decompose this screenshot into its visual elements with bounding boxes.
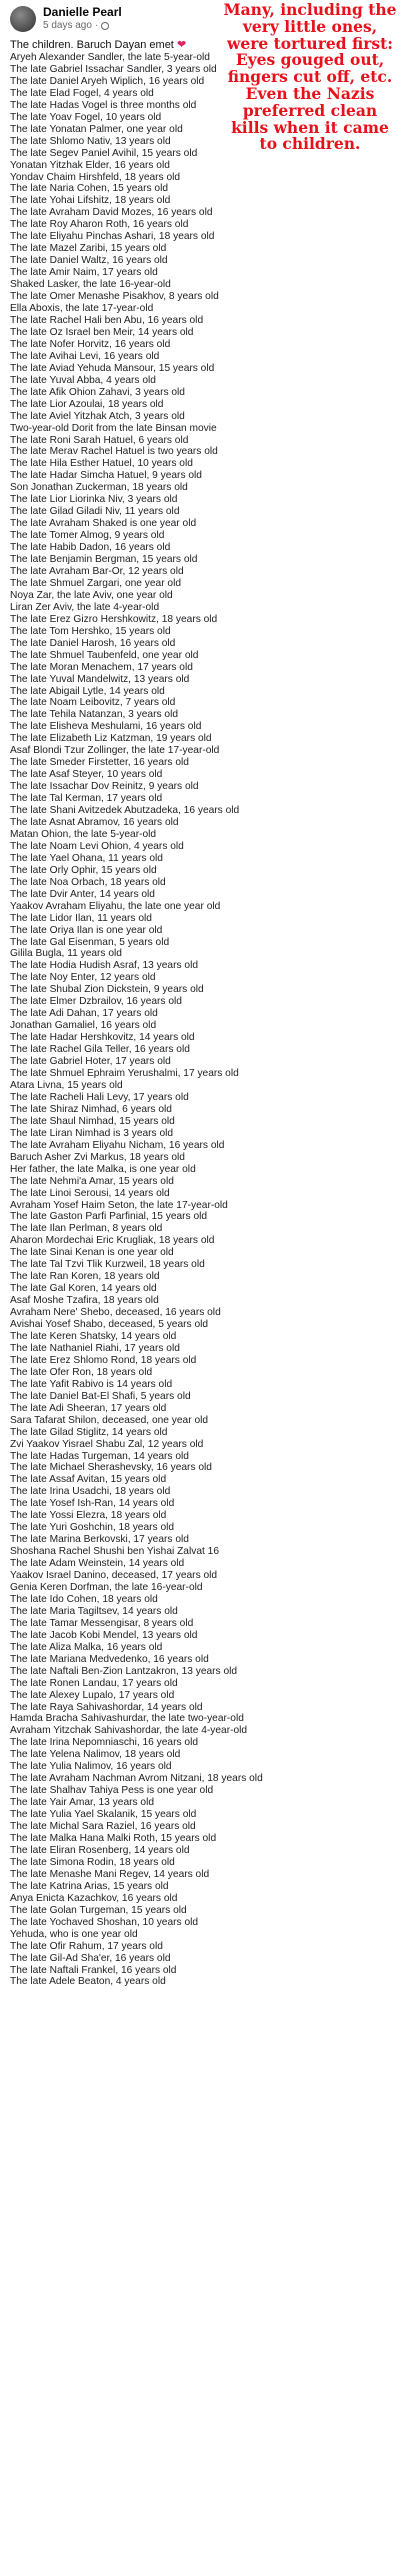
list-item: The late Avraham Bar-Or, 12 years old xyxy=(10,565,184,577)
list-item: The late Ido Cohen, 18 years old xyxy=(10,1593,158,1605)
list-item: The late Assaf Avitan, 15 years old xyxy=(10,1474,167,1486)
list-item: The late Rachel Gila Teller, 16 years old xyxy=(10,1044,190,1056)
list-item: The late Shani Avitzedek Abutzadeka, 16 years old xyxy=(10,805,240,817)
list-item: The late Issachar Dov Reinitz, 9 years old xyxy=(10,781,199,793)
list-item: Zvi Yaakov Yisrael Shabu Zal, 12 years old xyxy=(10,1438,204,1450)
list-item: The late Yosef Ish-Ran, 14 years old xyxy=(10,1498,175,1510)
list-item: The late Yossi Elezra, 18 years old xyxy=(10,1510,167,1522)
avatar[interactable] xyxy=(10,6,36,32)
list-item: The late Golan Turgeman, 15 years old xyxy=(10,1904,187,1916)
list-item: The late Yael Ohana, 11 years old xyxy=(10,852,163,864)
list-item: The late Hila Esther Hatuel, 10 years old xyxy=(10,458,193,470)
list-item: The late Shaul Nimhad, 15 years old xyxy=(10,1115,175,1127)
list-item: The late Amir Naim, 17 years old xyxy=(10,267,158,279)
list-item: The late Naftali Ben-Zion Lantzakron, 13 years old xyxy=(10,1665,238,1677)
list-item: The late Noam Levi Ohion, 4 years old xyxy=(10,840,184,852)
list-item: The late Adi Dahan, 17 years old xyxy=(10,1008,158,1020)
list-item: The late Ran Koren, 18 years old xyxy=(10,1271,160,1283)
list-item: The late Habib Dadon, 16 years old xyxy=(10,542,171,554)
list-item: The late Jacob Kobi Mendel, 13 years old xyxy=(10,1629,198,1641)
list-item: Anya Enicta Kazachkov, 16 years old xyxy=(10,1892,178,1904)
list-item: The late Orly Ophir, 15 years old xyxy=(10,864,157,876)
author-name[interactable]: Danielle Pearl xyxy=(43,5,122,20)
list-item: Genia Keren Dorfman, the late 16-year-old xyxy=(10,1582,203,1593)
list-item: The late Eliyahu Pinchas Ashari, 18 years old xyxy=(10,231,215,243)
list-item: The late Avraham David Mozes, 16 years old xyxy=(10,207,213,219)
list-item: The late Liran Nimhad is 3 years old xyxy=(10,1127,174,1139)
list-item: The late Afik Ohion Zahavi, 3 years old xyxy=(10,386,185,398)
list-item: The late Yafit Rabivo is 14 years old xyxy=(10,1378,173,1390)
list-item: The late Moran Menachem, 17 years old xyxy=(10,661,193,673)
list-item: The late Marina Berkovski, 17 years old xyxy=(10,1534,189,1546)
list-item: Avraham Nere' Shebo, deceased, 16 years old xyxy=(10,1307,221,1319)
list-item: The late Yochaved Shoshan, 10 years old xyxy=(10,1916,199,1928)
list-item: The late Adi Sheeran, 17 years old xyxy=(10,1402,167,1414)
list-item: Aharon Mordechai Eric Krugliak, 18 years old xyxy=(10,1235,215,1247)
list-item: The late Elisheva Meshulami, 16 years old xyxy=(10,721,202,733)
timestamp[interactable]: 5 days ago xyxy=(43,20,92,32)
list-item: The late Shmuel Ephraim Yerushalmi, 17 years old xyxy=(10,1068,239,1080)
list-item: The late Ofer Ron, 18 years old xyxy=(10,1366,153,1378)
list-item: The late Linoi Serousi, 14 years old xyxy=(10,1187,170,1199)
list-item: The late Racheli Hali Levy, 17 years old xyxy=(10,1091,189,1103)
list-item: Matan Ohion, the late 5-year-old xyxy=(10,828,157,840)
list-item: The late Hadas Turgeman, 14 years old xyxy=(10,1450,189,1462)
list-item: The late Abigail Lytle, 14 years old xyxy=(10,685,165,697)
list-item: Her father, the late Malka, is one year old xyxy=(10,1163,196,1175)
list-item: The late Roy Aharon Roth, 16 years old xyxy=(10,219,189,231)
list-item: The late Ofir Rahum, 17 years old xyxy=(10,1940,163,1952)
list-item: Yonatan Yitzhak Elder, 16 years old xyxy=(10,159,170,171)
list-item: Asaf Moshe Tzafira, 18 years old xyxy=(10,1295,159,1307)
list-item: The late Yohai Lifshitz, 18 years old xyxy=(10,195,171,207)
list-item: The late Elizabeth Liz Katzman, 19 years old xyxy=(10,733,212,745)
list-item: The late Lior Azoulai, 18 years old xyxy=(10,398,164,410)
list-item: The late Aviad Yehuda Mansour, 15 years old xyxy=(10,362,215,374)
list-item: The late Naftali Frankel, 16 years old xyxy=(10,1964,177,1976)
list-item: The late Tal Tzvi Tlik Kurzweil, 18 years old xyxy=(10,1259,205,1271)
list-item: The late Noam Leibovitz, 7 years old xyxy=(10,697,176,709)
list-item: The late Ilan Perlman, 8 years old xyxy=(10,1223,163,1235)
list-item: The late Shalhav Tahiya Pess is one year old xyxy=(10,1785,214,1797)
list-item: The late Yulia Nalimov, 16 years old xyxy=(10,1761,172,1773)
list-item: Avishai Yosef Shabo, deceased, 5 years old xyxy=(10,1319,209,1331)
list-item: The late Noy Enter, 12 years old xyxy=(10,972,156,984)
post-meta xyxy=(43,6,122,31)
list-item: The late Gabriel Issachar Sandler, 3 years old xyxy=(10,63,217,75)
intro-text: The children. Baruch Dayan emet xyxy=(10,39,174,51)
list-item: Shoshana Rachel Shushi ben Yishai Zalvat 16 xyxy=(10,1546,219,1558)
list-item: Son Jonathan Zuckerman, 18 years old xyxy=(10,482,188,494)
list-item: Sara Tafarat Shilon, deceased, one year old xyxy=(10,1414,209,1426)
list-item: The late Avraham Eliyahu Nicham, 16 years old xyxy=(10,1139,225,1151)
list-item: The late Tehila Natanzan, 3 years old xyxy=(10,709,179,721)
list-item: The late Yonatan Palmer, one year old xyxy=(10,123,183,135)
list-item: Shaked Lasker, the late 16-year-old xyxy=(10,279,171,291)
list-item: The late Shmuel Taubenfeld, one year old xyxy=(10,649,199,661)
list-item: The late Tal Kerman, 17 years old xyxy=(10,793,163,805)
list-item: Liran Zer Aviv, the late 4-year-old xyxy=(10,601,160,613)
list-item: Hamda Bracha Sahivashurdar, the late two-year-old xyxy=(10,1713,244,1725)
globe-icon xyxy=(101,22,109,30)
list-item: The late Tamar Messengisar, 8 years old xyxy=(10,1617,194,1629)
list-item: The late Oz Israel ben Meir, 14 years old xyxy=(10,326,194,338)
list-item: The late Yair Amar, 13 years old xyxy=(10,1797,155,1809)
list-item: Avraham Yitzchak Sahivashordar, the late 4-year-old xyxy=(10,1725,248,1737)
list-item: The late Daniel Waltz, 16 years old xyxy=(10,255,168,267)
list-item: Yehuda, who is one year old xyxy=(10,1928,138,1940)
list-item: The late Sinai Kenan is one year old xyxy=(10,1247,174,1259)
list-item: The late Avraham Shaked is one year old xyxy=(10,518,197,530)
list-item: Two-year-old Dorit from the late Binsan movie xyxy=(10,422,217,434)
list-item: The late Yulia Yael Skalanik, 15 years old xyxy=(10,1809,197,1821)
list-item: Aryeh Alexander Sandler, the late 5-year-old xyxy=(10,52,210,63)
list-item: The late Shubal Zion Dickstein, 9 years old xyxy=(10,984,204,996)
list-item: The late Daniel Bat-El Shafi, 5 years old xyxy=(10,1390,191,1402)
list-item: The late Avraham Nachman Avrom Nitzani, 18 years old xyxy=(10,1773,263,1785)
victims-list xyxy=(10,52,391,1988)
list-item: The late Hadas Vogel is three months old xyxy=(10,99,197,111)
list-item: The late Gaston Parfi Parfinial, 15 years old xyxy=(10,1211,208,1223)
list-item: The late Asnat Abramov, 16 years old xyxy=(10,817,179,828)
list-item: The late Noa Orbach, 18 years old xyxy=(10,876,166,888)
list-item: The late Raya Sahivashordar, 14 years old xyxy=(10,1701,203,1713)
list-item: The late Aviel Yitzhak Atch, 3 years old xyxy=(10,410,185,422)
list-item: The late Nathaniel Riahi, 17 years old xyxy=(10,1342,180,1354)
list-item: The late Rachel Hali ben Abu, 16 years old xyxy=(10,314,204,326)
list-item: The late Tomer Almog, 9 years old xyxy=(10,530,165,542)
list-item: The late Keren Shatsky, 14 years old xyxy=(10,1330,177,1342)
list-item: The late Irina Nepomniaschi, 16 years old xyxy=(10,1737,199,1749)
list-item: The late Malka Hana Malki Roth, 15 years old xyxy=(10,1833,217,1845)
overlay-caption: Many, including the very little ones, were tortured first: Eyes gouged out, fingers cut off, etc. Even the Nazis preferred clean kills when it came to children. xyxy=(223,0,397,154)
list-item: The late Michael Sherashevsky, 16 years old xyxy=(10,1462,212,1474)
list-item: The late Tom Hershko, 15 years old xyxy=(10,625,171,637)
heart-icon: ❤ xyxy=(176,39,187,51)
list-item: The late Hadar Hershkovitz, 14 years old xyxy=(10,1032,195,1044)
list-item: Atara Livna, 15 years old xyxy=(10,1079,123,1091)
list-item: The late Gabriel Hoter, 17 years old xyxy=(10,1056,171,1068)
list-item: The late Gal Eisenman, 5 years old xyxy=(10,936,170,948)
list-item: The late Gilad Stiglitz, 14 years old xyxy=(10,1426,168,1438)
list-item: The late Elad Fogel, 4 years old xyxy=(10,87,154,99)
list-item: The late Yuval Abba, 4 years old xyxy=(10,374,156,386)
list-item: The late Yuri Goshchin, 18 years old xyxy=(10,1522,175,1534)
list-item: The late Erez Gizro Hershkowitz, 18 years old xyxy=(10,613,218,625)
list-item: The late Avihai Levi, 16 years old xyxy=(10,350,160,362)
list-item: The late Daniel Harosh, 16 years old xyxy=(10,637,176,649)
list-item: The late Asaf Steyer, 10 years old xyxy=(10,769,163,781)
list-item: The late Dvir Anter, 14 years old xyxy=(10,888,155,900)
list-item: The late Shmuel Zargari, one year old xyxy=(10,577,182,589)
list-item: The late Alexey Lupalo, 17 years old xyxy=(10,1689,175,1701)
list-item: Baruch Asher Zvi Markus, 18 years old xyxy=(10,1151,185,1163)
list-item: Jonathan Gamaliel, 16 years old xyxy=(10,1020,157,1032)
list-item: The late Segev Paniel Avihil, 15 years old xyxy=(10,147,198,159)
list-item: The late Smeder Firstetter, 16 years old xyxy=(10,757,189,769)
list-item: Yondav Chaim Hirshfeld, 18 years old xyxy=(10,171,181,183)
list-item: The late Mariana Medvedenko, 16 years old xyxy=(10,1653,209,1665)
list-item: Noya Zar, the late Aviv, one year old xyxy=(10,589,173,601)
list-item: The late Lior Liorinka Niv, 3 years old xyxy=(10,494,178,506)
list-item: The late Gilad Giladi Niv, 11 years old xyxy=(10,506,180,518)
list-item: Gilila Bugla, 11 years old xyxy=(10,948,122,960)
list-item: The late Roni Sarah Hatuel, 6 years old xyxy=(10,434,189,446)
list-item: The late Omer Menashe Pisakhov, 8 years old xyxy=(10,291,219,303)
timestamp-row: 5 days ago · xyxy=(43,20,122,32)
list-item: The late Lidor Ilan, 11 years old xyxy=(10,912,152,924)
list-item: The late Nofer Horvitz, 16 years old xyxy=(10,338,171,350)
list-item: The late Yoav Fogel, 10 years old xyxy=(10,111,162,123)
list-item: The late Ronen Landau, 17 years old xyxy=(10,1677,178,1689)
list-item: The late Elmer Dzbrailov, 16 years old xyxy=(10,996,182,1008)
list-item: Avraham Yosef Haim Seton, the late 17-year-old xyxy=(10,1199,228,1211)
list-item: The late Hadar Simcha Hatuel, 9 years old xyxy=(10,470,202,482)
list-item: The late Nehmi'a Amar, 15 years old xyxy=(10,1175,174,1187)
list-item: The late Gal Koren, 14 years old xyxy=(10,1283,157,1295)
list-item: The late Katrina Arias, 15 years old xyxy=(10,1880,169,1892)
list-item: The late Michal Sara Raziel, 16 years old xyxy=(10,1821,196,1833)
list-item: Yaakov Israel Danino, deceased, 17 years old xyxy=(10,1570,218,1582)
list-item: The late Gil-Ad Sha'er, 16 years old xyxy=(10,1952,171,1964)
list-item: The late Shlomo Nativ, 13 years old xyxy=(10,135,171,147)
list-item: The late Benjamin Bergman, 15 years old xyxy=(10,554,198,566)
list-item: The late Yelena Nalimov, 18 years old xyxy=(10,1749,181,1761)
list-item: The late Daniel Aryeh Wiplich, 16 years old xyxy=(10,75,205,87)
list-item: The late Irina Usadchi, 18 years old xyxy=(10,1486,171,1498)
list-item: The late Merav Rachel Hatuel is two years old xyxy=(10,446,218,458)
list-item: The late Adam Weinstein, 14 years old xyxy=(10,1558,185,1570)
list-item: The late Erez Shlomo Rond, 18 years old xyxy=(10,1354,197,1366)
list-item: The late Eliran Rosenberg, 14 years old xyxy=(10,1844,190,1856)
list-item: Asaf Blondi Tzur Zollinger, the late 17-year-old xyxy=(10,745,220,757)
list-item: The late Mazel Zaribi, 15 years old xyxy=(10,243,167,255)
list-item: Ella Aboxis, the late 17-year-old xyxy=(10,303,154,315)
list-item: The late Maria Tagiltsev, 14 years old xyxy=(10,1605,178,1617)
list-item: The late Aliza Malka, 16 years old xyxy=(10,1641,163,1653)
list-item: The late Simona Rodin, 18 years old xyxy=(10,1856,175,1868)
list-item: The late Hodia Hudish Asraf, 13 years old xyxy=(10,960,199,972)
list-item: Yaakov Avraham Eliyahu, the late one year old xyxy=(10,900,221,912)
list-item: The late Naria Cohen, 15 years old xyxy=(10,183,168,195)
list-item: The late Oriya Ilan is one year old xyxy=(10,924,163,936)
list-item: The late Menashe Mani Regev, 14 years old xyxy=(10,1868,210,1880)
list-item: The late Adele Beaton, 4 years old xyxy=(10,1976,166,1988)
list-item: The late Shiraz Nimhad, 6 years old xyxy=(10,1103,172,1115)
list-item: The late Yuval Mandelwitz, 13 years old xyxy=(10,673,190,685)
